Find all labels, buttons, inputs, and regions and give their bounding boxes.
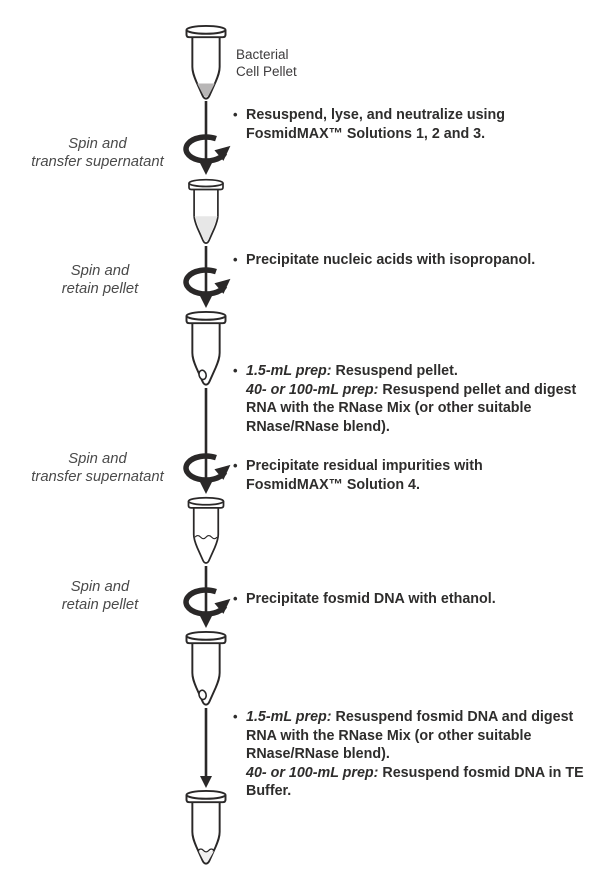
bullet-marker: • — [233, 252, 238, 267]
bullet-marker: • — [233, 591, 238, 606]
step-bullet-1 — [233, 106, 553, 143]
tube-solution-icon — [175, 496, 237, 566]
side-label-line: retain pellet — [61, 597, 139, 613]
down-arrow-icon — [171, 708, 241, 788]
prep-size-label: 40- or 100-mL prep: — [246, 764, 379, 781]
step-bullet-4 — [233, 457, 553, 494]
step-text: Precipitate residual impurities with FosmidMAX™ Solution 4. — [246, 458, 483, 493]
tube-final-dna-icon — [175, 789, 237, 867]
spin-arrow-icon — [171, 246, 241, 308]
side-label-line: transfer supernatant — [31, 469, 164, 485]
prep-size-label: 1.5-mL prep: — [246, 363, 332, 379]
caption-line2: Cell Pellet — [236, 64, 297, 79]
bullet-marker: • — [233, 709, 238, 724]
side-label-spin-transfer-2 — [10, 450, 185, 486]
step-text: Resuspend pellet. — [331, 363, 458, 379]
bullet-marker: • — [233, 107, 238, 122]
step-bullet-3 — [233, 362, 589, 436]
tube-supernatant-icon — [175, 178, 237, 246]
start-tube-caption — [236, 46, 297, 80]
caption-line1: Bacterial — [236, 47, 289, 62]
step-text: Resuspend pellet and digest RNA with the RNase Mix (or other suitable RNase/RNase blend). — [246, 381, 577, 435]
step-text: Precipitate nucleic acids with isopropanol. — [246, 252, 536, 268]
tube-cell-pellet-icon — [175, 24, 237, 102]
step-bullet-2 — [233, 251, 578, 270]
tube-pellet-icon — [175, 310, 237, 388]
step-text: Resuspend, lyse, and neutralize using FosmidMAX™ Solutions 1, 2 and 3. — [246, 107, 505, 142]
side-label-spin-retain-2 — [25, 578, 175, 614]
step-bullet-5 — [233, 590, 578, 609]
side-label-line: Spin and — [70, 263, 130, 279]
side-label-line: Spin and — [68, 136, 127, 152]
bullet-marker: • — [233, 458, 238, 473]
prep-size-label: 40- or 100-mL prep: — [246, 381, 379, 398]
step-bullet-6 — [233, 708, 589, 801]
step-text: Resuspend fosmid DNA and digest RNA with the RNase Mix (or other suitable RNase/RNase blend). — [246, 709, 574, 763]
step-text: Precipitate fosmid DNA with ethanol. — [246, 591, 496, 607]
side-label-line: Spin and — [68, 451, 127, 467]
spin-arrow-icon — [171, 566, 241, 628]
side-label-spin-transfer-1 — [10, 135, 185, 171]
side-label-line: Spin and — [70, 579, 130, 595]
prep-size-label: 1.5-mL prep: — [246, 709, 332, 725]
bullet-marker: • — [233, 363, 238, 378]
side-label-line: transfer supernatant — [31, 154, 164, 170]
tube-pellet-icon — [175, 630, 237, 708]
step-text: Resuspend fosmid DNA in TE Buffer. — [246, 764, 584, 800]
side-label-line: retain pellet — [61, 281, 139, 297]
side-label-spin-retain-1 — [25, 262, 175, 298]
